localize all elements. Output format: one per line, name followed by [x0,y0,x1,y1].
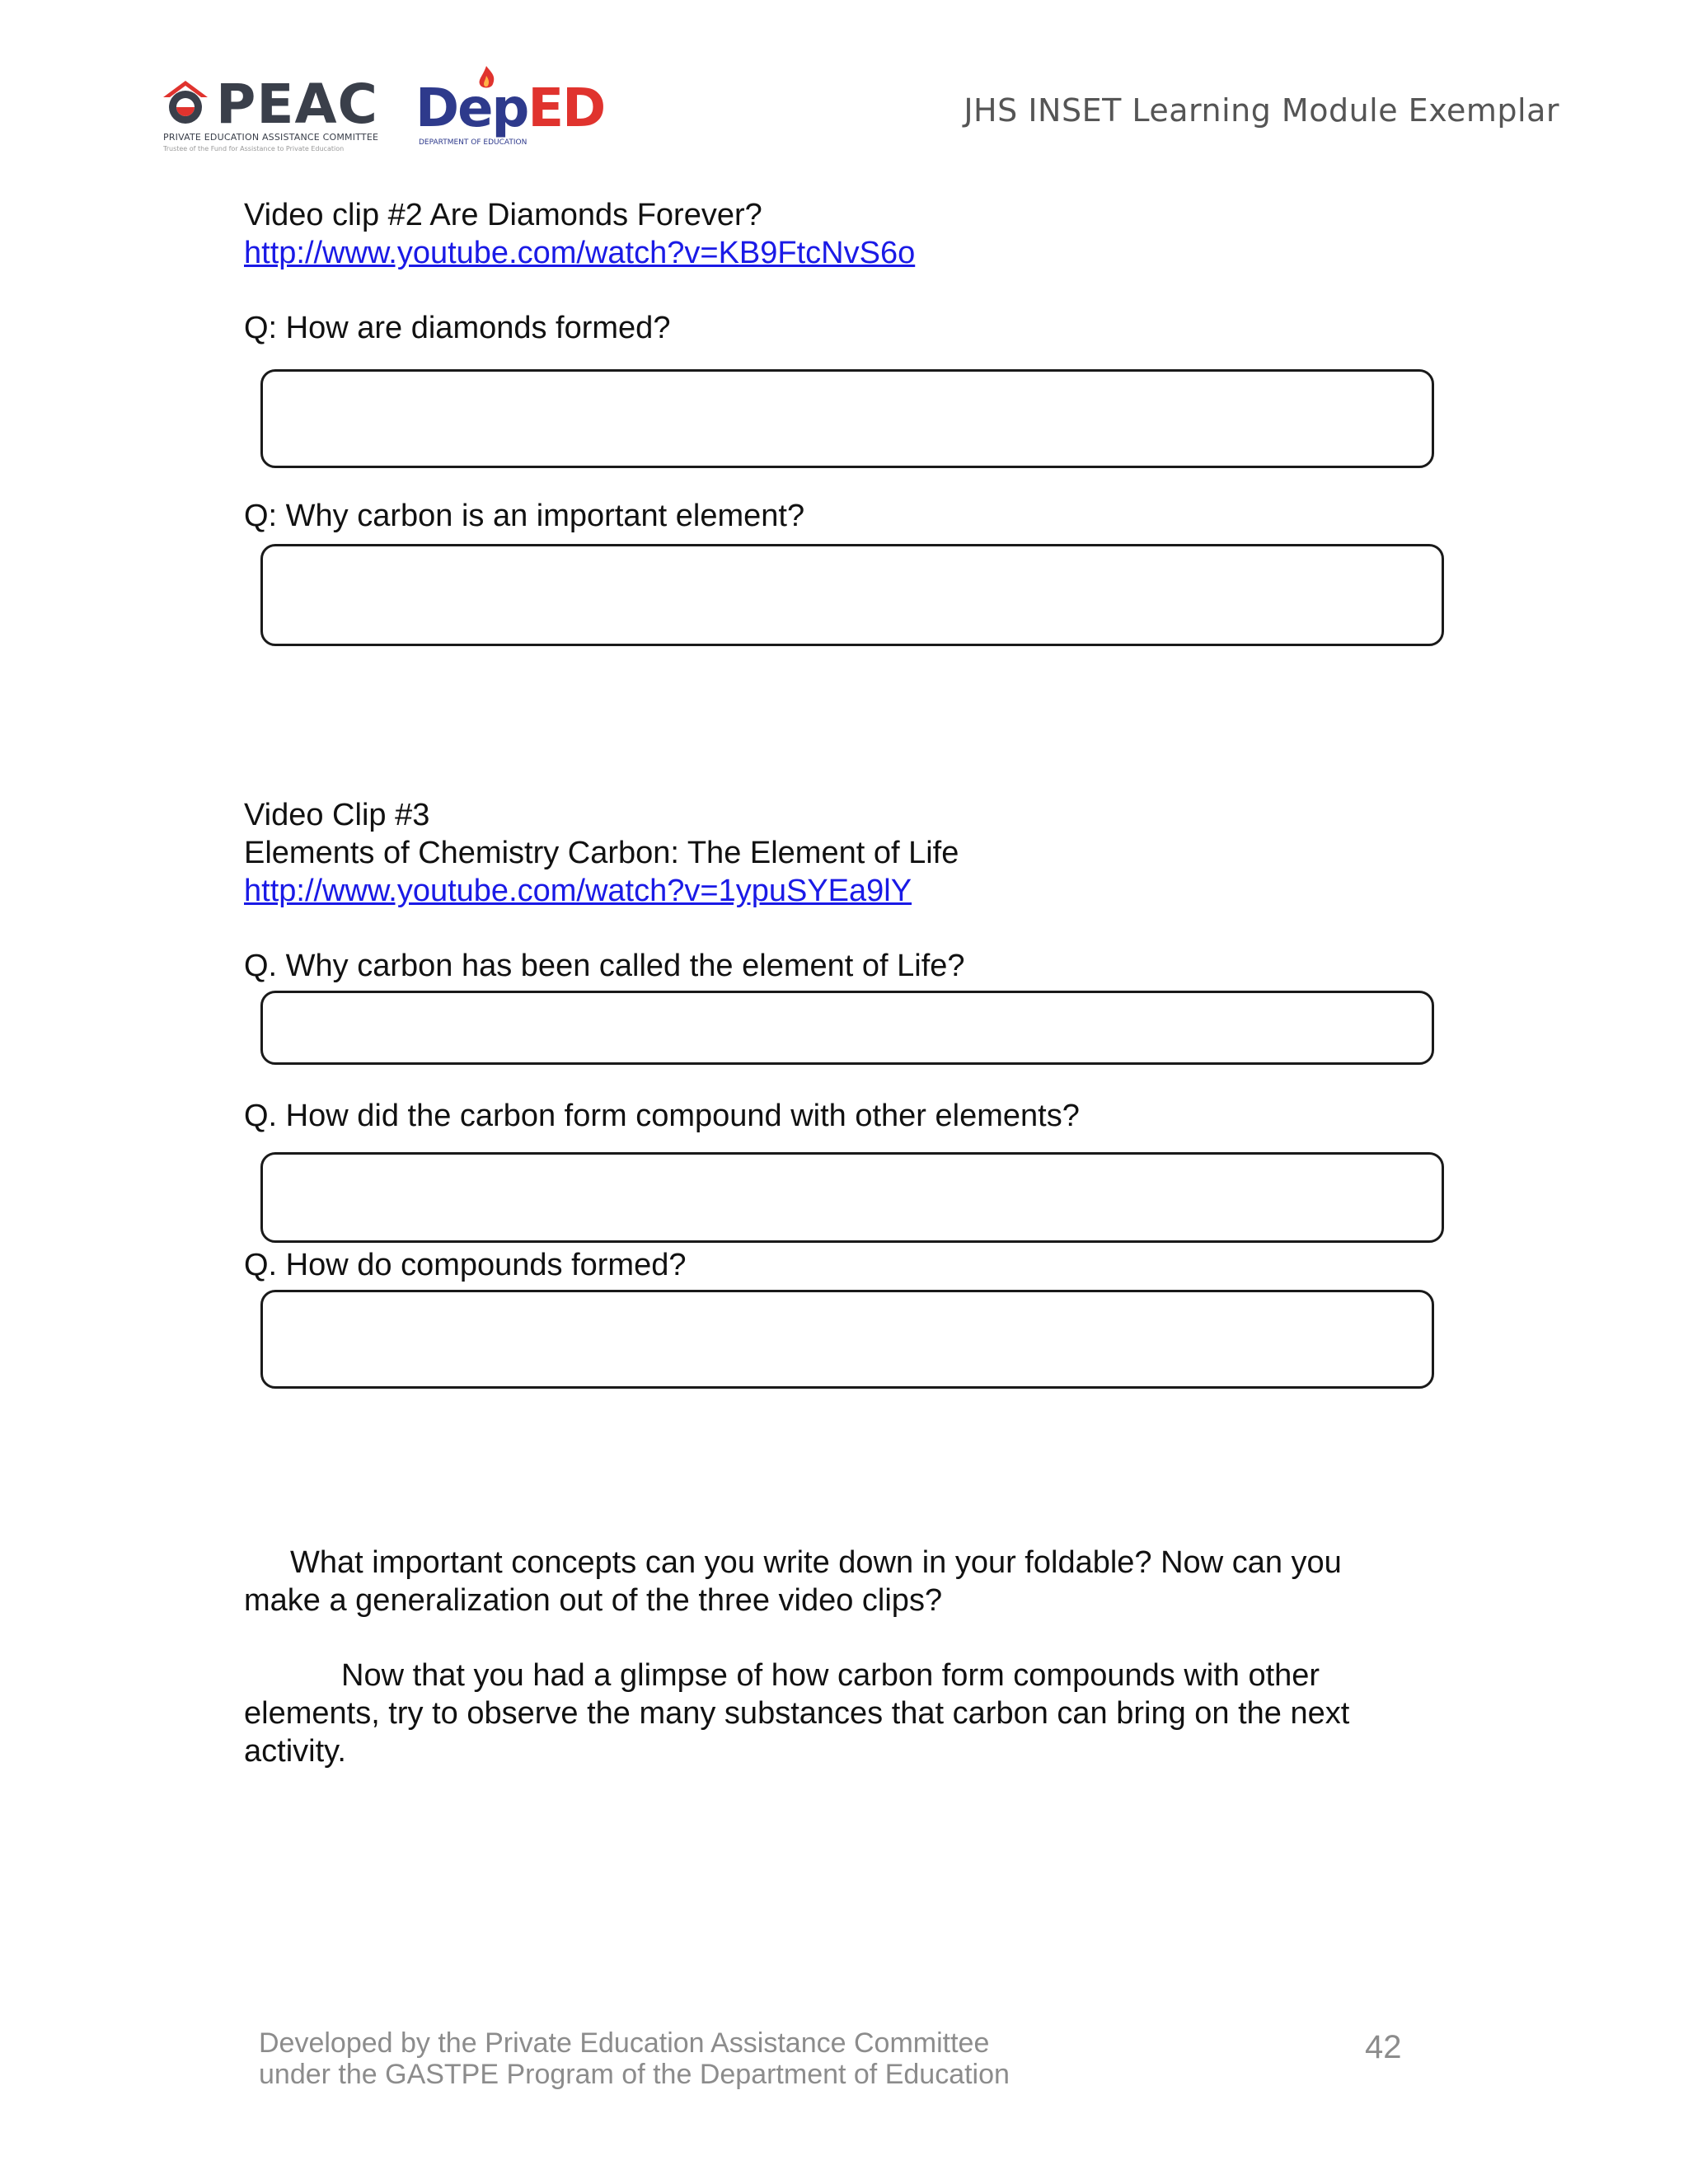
clip2-question-2: Q: Why carbon is an important element? [244,499,805,533]
clip3-subtitle: Elements of Chemistry Carbon: The Element of Life [244,836,959,870]
footer-line-2: under the GASTPE Program of the Department of Education [259,2059,1010,2090]
clip2-question-1: Q: How are diamonds formed? [244,311,671,345]
closing-paragraph-1-line-1: What important concepts can you write down in your foldable? Now can you [290,1545,1342,1580]
closing-paragraph-2-line-1: Now that you had a glimpse of how carbon form compounds with other [341,1658,1320,1693]
closing-paragraph-2-line-3: activity. [244,1734,346,1769]
deped-logo [415,64,605,147]
clip3-question-2: Q. How did the carbon form compound with other elements? [244,1099,1080,1133]
deped-logo-dep: Dep [415,78,528,139]
answer-box-carbon-form-compound[interactable] [260,1152,1444,1243]
clip2-title: Video clip #2 Are Diamonds Forever? [244,198,762,232]
answer-box-diamonds-formed[interactable] [260,369,1434,468]
peac-logo-tagline: Trustee of the Fund for Assistance to Private Education [163,145,345,152]
clip2-video-link[interactable]: http://www.youtube.com/watch?v=KB9FtcNvS6o [244,236,916,270]
clip3-video-link[interactable]: http://www.youtube.com/watch?v=1ypuSYEa9lY [244,874,912,908]
answer-box-carbon-important[interactable] [260,544,1444,646]
peac-logo-text: PEAC [216,73,378,136]
module-title: JHS INSET Learning Module Exemplar [964,92,1559,129]
peac-logo-subtitle: PRIVATE EDUCATION ASSISTANCE COMMITTEE [163,132,379,143]
closing-paragraph-1-line-2: make a generalization out of the three video clips? [244,1583,943,1618]
peac-emblem-icon [162,79,209,127]
answer-box-element-of-life[interactable] [260,991,1434,1065]
peac-logo [162,73,384,155]
clip3-question-1: Q. Why carbon has been called the element of Life? [244,949,965,983]
deped-logo-subtitle: DEPARTMENT OF EDUCATION [419,138,528,147]
deped-logo-ed: ED [528,78,605,139]
clip3-title: Video Clip #3 [244,798,430,832]
closing-paragraph-2-line-2: elements, try to observe the many substances that carbon can bring on the next [244,1696,1350,1731]
answer-box-compounds-formed[interactable] [260,1290,1434,1389]
clip3-question-3: Q. How do compounds formed? [244,1248,687,1282]
footer-line-1: Developed by the Private Education Assistance Committee [259,2027,990,2059]
deped-logo-text [415,78,605,139]
page-number: 42 [1365,2029,1402,2065]
